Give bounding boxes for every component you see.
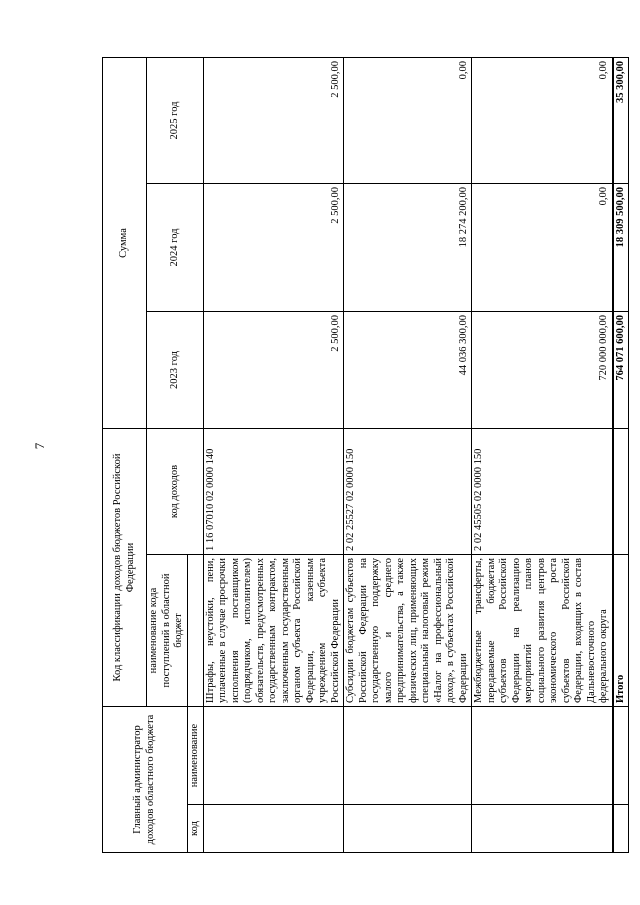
admin-name-cell <box>344 707 472 805</box>
income-name-subheader <box>187 555 203 707</box>
budget-income-table <box>102 57 629 853</box>
sum-2023-cell: 44 036 300,00 <box>344 311 472 428</box>
year-2025-header: 2025 год <box>147 57 204 183</box>
admin-group-header: Главный администратор доходов областного бюджета <box>103 707 188 853</box>
income-code-cell: 2 02 45505 02 0000 150 <box>472 428 613 554</box>
total-admin-code-cell <box>613 805 629 853</box>
total-2023-cell: 764 071 600,00 <box>613 311 629 428</box>
total-2024-cell: 18 309 500,00 <box>613 183 629 311</box>
table-row <box>344 57 472 852</box>
total-2025-cell: 35 300,00 <box>613 57 629 183</box>
admin-name-cell <box>472 707 613 805</box>
admin-code-header: код <box>187 805 203 853</box>
table-row <box>472 57 613 852</box>
admin-code-cell <box>472 805 613 853</box>
income-name-header: наименование кода поступлений в областной бюджет <box>147 555 188 707</box>
sum-2024-cell: 2 500,00 <box>203 183 344 311</box>
sum-2023-cell: 720 000 000,00 <box>472 311 613 428</box>
admin-code-cell <box>203 805 344 853</box>
total-admin-name-cell <box>613 707 629 805</box>
table-row <box>203 57 344 852</box>
income-code-cell: 2 02 25527 02 0000 150 <box>344 428 472 554</box>
year-2024-header: 2024 год <box>147 183 204 311</box>
admin-name-cell <box>203 707 344 805</box>
year-2023-header: 2023 год <box>147 311 204 428</box>
sum-2025-cell: 0,00 <box>344 57 472 183</box>
admin-name-header: наименование <box>187 707 203 805</box>
admin-code-cell <box>344 805 472 853</box>
page-number: 7 <box>32 442 47 450</box>
sum-2024-cell: 0,00 <box>472 183 613 311</box>
income-code-cell: 1 16 07010 02 0000 140 <box>203 428 344 554</box>
total-code-cell <box>613 428 629 554</box>
sum-2025-cell: 0,00 <box>472 57 613 183</box>
classification-group-header: Код классификации доходов бюджетов Российской Федерации <box>103 428 147 706</box>
income-description-cell: Субсидии бюджетам субъектов Российской Федерации на государственную поддержку малого и среднего предпринимательства, а также физических лиц, применяющих специальный налоговый режим «Налог на профессиональный доход», в субъектах Российской Федерации <box>344 555 472 707</box>
total-row <box>613 57 629 852</box>
sum-group-header: Сумма <box>103 57 147 428</box>
budget-table-sheet <box>102 58 626 853</box>
income-code-header: код доходов <box>147 428 204 554</box>
income-description-cell: Штрафы, неустойки, пени, уплаченные в случае просрочки исполнения поставщиком (подрядчиком, исполнителем) обязательств, предусмотренных государственным контрактом, заключенным государственным органом субъекта Российской Федерации, казенным учреждением субъекта Российской Федерации <box>203 555 344 707</box>
total-label: Итого <box>613 555 629 707</box>
sum-2024-cell: 18 274 200,00 <box>344 183 472 311</box>
sum-2023-cell: 2 500,00 <box>203 311 344 428</box>
sum-2025-cell: 2 500,00 <box>203 57 344 183</box>
income-description-cell: Межбюджетные трансферты, передаваемые бюджетам субъектов Российской Федерации на реализацию мероприятий планов социального развития центров экономического роста субъектов Российской Федерации, входящих в состав Дальневосточного федерального округа <box>472 555 613 707</box>
